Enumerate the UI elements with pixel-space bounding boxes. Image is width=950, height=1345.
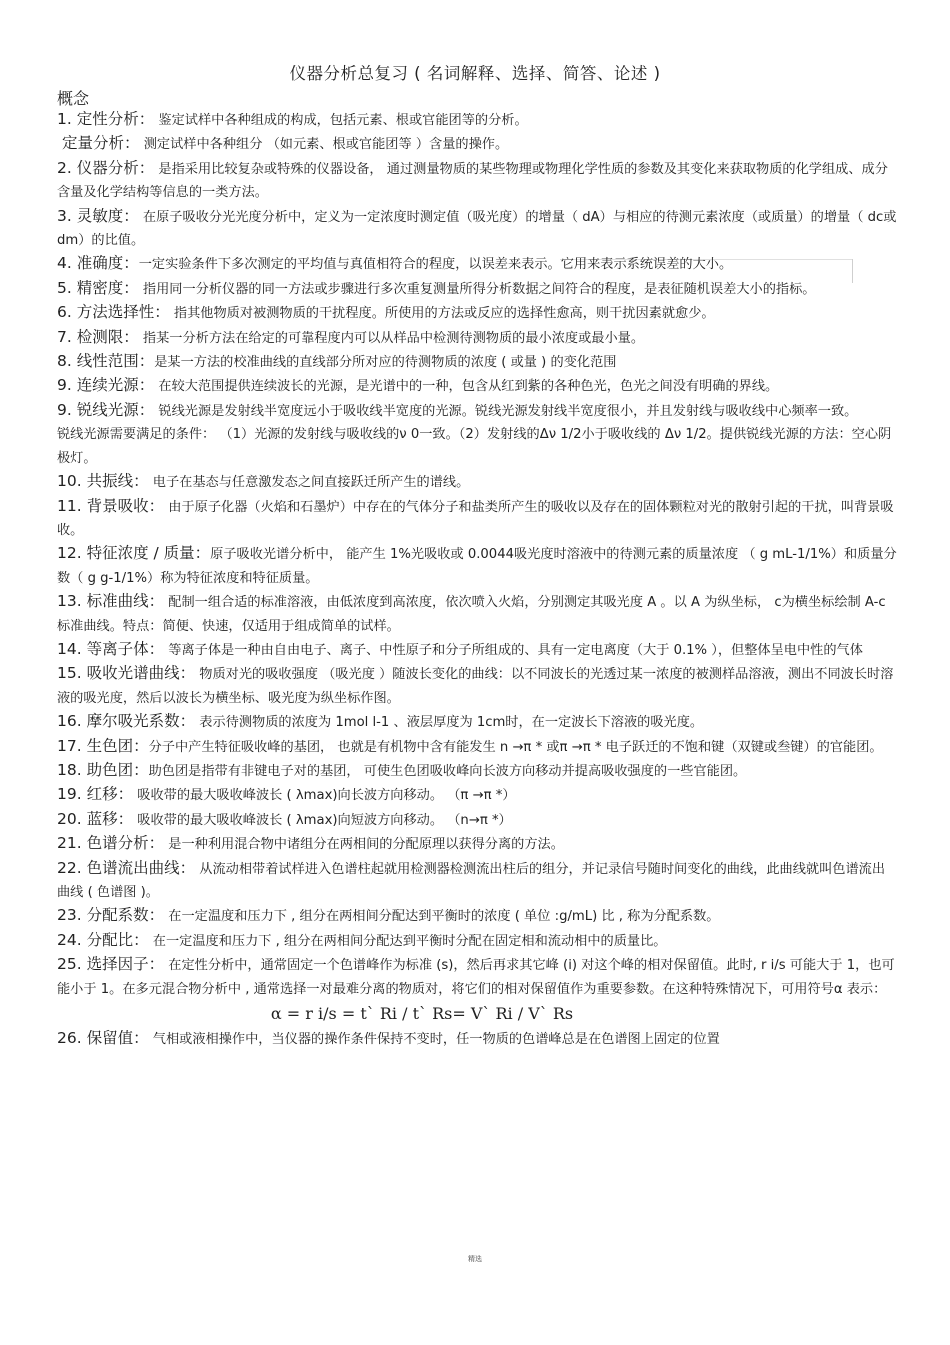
definition-entry <box>57 929 897 953</box>
definition-entry <box>57 904 897 928</box>
definition-entry <box>57 108 897 132</box>
definition-term: 9. 锐线光源： <box>57 400 155 419</box>
definition-entry <box>57 399 897 423</box>
definition-entry <box>57 252 897 276</box>
definition-entry <box>57 157 897 205</box>
definition-term: 22. 色谱流出曲线： <box>57 858 196 877</box>
definition-term: 14. 等离子体： <box>57 639 165 658</box>
definition-entry <box>57 783 897 807</box>
definition-term: 11. 背景吸收： <box>57 496 165 515</box>
definition-entry <box>57 495 897 543</box>
definition-text: 指用同一分析仪器的同一方法或步骤进行多次重复测量所得分析数据之间符合的程度，是表征随机误差大小的指标。 <box>138 281 816 297</box>
definition-term: 23. 分配系数： <box>57 906 165 925</box>
definition-entry <box>57 301 897 325</box>
definition-text: 是某一方法的校准曲线的直线部分所对应的待测物质的浓度 ( 或量 ) 的变化范围 <box>154 355 617 371</box>
definition-term: 3. 灵敏度： <box>57 206 139 225</box>
definition-entry <box>57 132 897 156</box>
definition-text: 表示待测物质的浓度为 1mol l-1 、液层厚度为 1cm时，在一定波长下溶液的吸光度。 <box>195 715 704 731</box>
definition-term: 8. 线性范围： <box>57 352 155 371</box>
definition-list <box>57 108 897 1051</box>
definition-entry <box>57 953 897 1001</box>
definition-entry <box>57 326 897 350</box>
definition-term: 24. 分配比： <box>57 930 149 949</box>
definition-text: 一定实验条件下多次测定的平均值与真值相符合的程度，以误差来表示。它用来表示系统误差的大小。 <box>138 257 733 273</box>
definition-entry <box>57 374 897 398</box>
definition-term: 16. 摩尔吸光系数： <box>57 712 196 731</box>
definition-term: 26. 保留值： <box>57 1029 149 1048</box>
definition-term: 12. 特征浓度 / 质量： <box>57 544 211 563</box>
definition-entry <box>57 1027 897 1051</box>
definition-entry <box>57 350 897 374</box>
definition-term: 9. 连续光源： <box>57 376 155 395</box>
definition-entry <box>57 423 897 470</box>
section-heading: 概念 <box>57 89 90 108</box>
definition-term: 7. 检测限： <box>57 327 139 346</box>
definition-text: 气相或液相操作中，当仪器的操作条件保持不变时，任一物质的色谱峰总是在色谱图上固定的位置 <box>148 1032 720 1048</box>
definition-text: 分子中产生特征吸收峰的基团， 也就是有机物中含有能发生 n →π * 或π →π * 电子跃迁的不饱和键（双键或叁键）的官能团。 <box>148 739 883 755</box>
definition-term: 2. 仪器分析： <box>57 158 155 177</box>
definition-text: 鉴定试样中各种组成的构成，包括元素、根或官能团等的分析。 <box>154 113 528 128</box>
definition-entry <box>57 735 897 759</box>
definition-text: 指其他物质对被测物质的干扰程度。所使用的方法或反应的选择性愈高，则干扰因素就愈少。 <box>169 306 715 322</box>
definition-text: 在较大范围提供连续波长的光源，是光谱中的一种，包含从红到紫的各种色光，色光之间没有明确的界线。 <box>154 379 779 395</box>
definition-term: 18. 助色团： <box>57 760 149 779</box>
definition-entry <box>57 710 897 734</box>
definition-term: 17. 生色团： <box>57 736 149 755</box>
definition-term: 20. 蓝移： <box>57 809 134 828</box>
definition-entry <box>57 205 897 253</box>
definition-text: 锐线光源需要满足的条件： （1）光源的发射线与吸收线的ν 0一致。（2）发射线的Δν 1/2小于吸收线的 Δν 1/2。提供锐线光源的方法：空心阴极灯。 <box>57 427 892 466</box>
definition-text: 在定性分析中，通常固定一个色谱峰作为标准 (s)，然后再求其它峰 (i) 对这个峰的相对保留值。此时, r i/s 可能大于 1，也可能小于 1。在多元混合物分析中 , 通常选择一对最难分离的物质对，将它们的相对保留值作为重要参数。在这种特殊情况下，可用符号α 表示： <box>57 958 895 997</box>
formula-line <box>57 1001 897 1027</box>
document-title: 仪器分析总复习 ( 名词解释、选择、简答、论述 ) <box>289 64 661 83</box>
definition-text: 吸收带的最大吸收峰波长 ( λmax)向短波方向移动。 （n→π *） <box>133 812 512 828</box>
definition-term: 6. 方法选择性： <box>57 303 170 322</box>
definition-term: 1. 定性分析： <box>57 110 155 128</box>
definition-text: 吸收带的最大吸收峰波长 ( λmax)向长波方向移动。 （π →π *） <box>133 788 516 804</box>
definition-text: 在一定温度和压力下 , 组分在两相间分配达到平衡时分配在固定相和流动相中的质量比。 <box>148 933 667 949</box>
definition-entry <box>57 470 897 494</box>
definition-entry <box>57 542 897 590</box>
definition-text: 原子吸收光谱分析中， 能产生 1%光吸收或 0.0044吸光度时溶液中的待测元素的质量浓度 （ g mL-1/1%）和质量分数（ g g-1/1%）称为特征浓度和特征质量。 <box>57 547 897 586</box>
definition-text: 从流动相带着试样进入色谱柱起就用检测器检测流出柱后的组分，并记录信号随时间变化的曲线，此曲线就叫色谱流出曲线 ( 色谱图 )。 <box>57 861 886 900</box>
definition-entry <box>57 808 897 832</box>
definition-entry <box>57 277 897 301</box>
definition-term: 25. 选择因子： <box>57 955 165 974</box>
definition-text: 物质对光的吸收强度 （吸光度 ）随波长变化的曲线：以不同波长的光透过某一浓度的被测样品溶液，测出不同波长时溶液的吸光度，然后以波长为横坐标、吸光度为纵坐标作图。 <box>57 667 894 706</box>
definition-text: 测定试样中各种组分 （如元素、根或官能团等 ）含量的操作。 <box>139 137 509 153</box>
definition-term: 4. 准确度： <box>57 254 139 273</box>
definition-text: 电子在基态与任意激发态之间直接跃迁所产生的谱线。 <box>148 475 470 491</box>
definition-term: 定量分析： <box>62 134 140 153</box>
page-footer: 精选 <box>468 1255 482 1263</box>
definition-text: 等离子体是一种由自由电子、离子、中性原子和分子所组成的、具有一定电离度（大于 0.1% ），但整体呈电中性的气体 <box>164 642 863 658</box>
definition-entry <box>57 638 897 662</box>
definition-term: 13. 标准曲线： <box>57 592 165 611</box>
definition-text: 在一定温度和压力下 , 组分在两相间分配达到平衡时的浓度 ( 单位 :g/mL) 比 , 称为分配系数。 <box>164 909 720 925</box>
definition-text: 是一种利用混合物中诸组分在两相间的分配原理以获得分离的方法。 <box>164 837 564 853</box>
definition-entry <box>57 832 897 856</box>
definition-text: 助色团是指带有非键电子对的基团， 可使生色团吸收峰向长波方向移动并提高吸收强度的一些官能团。 <box>148 763 747 779</box>
definition-text: 锐线光源是发射线半宽度远小于吸收线半宽度的光源。锐线光源发射线半宽度很小，并且发射线与吸收线中心频率一致。 <box>154 403 858 419</box>
definition-entry <box>57 759 897 783</box>
definition-text: 是指采用比较复杂或特殊的仪器设备， 通过测量物质的某些物理或物理化学性质的参数及其变化来获取物质的化学组成、成分含量及化学结构等信息的一类方法。 <box>57 161 888 201</box>
definition-text: 由于原子化器（火焰和石墨炉）中存在的气体分子和盐类所产生的吸收以及存在的固体颗粒对光的散射引起的干扰，叫背景吸收。 <box>57 499 894 538</box>
definition-term: 15. 吸收光谱曲线： <box>57 664 196 683</box>
definition-entry <box>57 590 897 638</box>
definition-text: 指某一分析方法在给定的可靠程度内可以从样品中检测待测物质的最小浓度或最小量。 <box>138 330 645 346</box>
definition-term: 19. 红移： <box>57 785 134 804</box>
definition-text: 在原子吸收分光光度分析中，定义为一定浓度时测定值（吸光度）的增量（ dA）与相应的待测元素浓度（或质量）的增量（ dc或dm）的比值。 <box>57 209 897 249</box>
definition-text: 配制一组合适的标准溶液，由低浓度到高浓度，依次喷入火焰，分别测定其吸光度 A 。以 A 为纵坐标， c为横坐标绘制 A-c 标准曲线。特点：简便、快速，仅适用于组成简单的试样。 <box>57 595 886 634</box>
definition-text: α = r i/s = t` Ri / t` Rs= V` Ri / V` Rs <box>270 1004 574 1024</box>
definition-entry <box>57 857 897 905</box>
definition-term: 10. 共振线： <box>57 472 149 491</box>
definition-term: 5. 精密度： <box>57 278 139 297</box>
definition-entry <box>57 662 897 710</box>
definition-term: 21. 色谱分析： <box>57 834 165 853</box>
